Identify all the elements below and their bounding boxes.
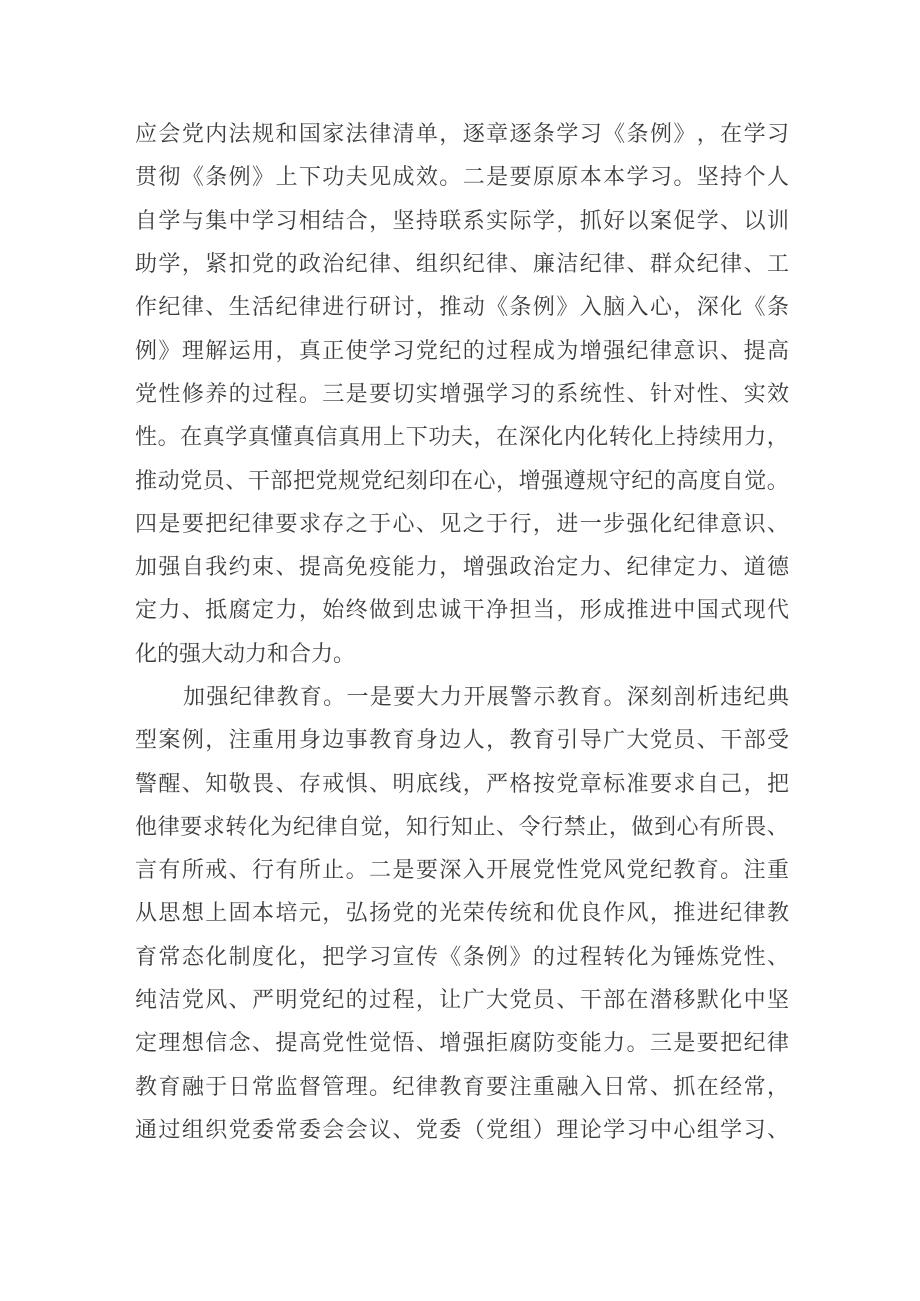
- paragraph-2-line-10: 教 育 融 于 日 常 监 督 管 理 。 纪 律 教 育 要 注 重 融 入 日 常 、 抓 在 经 常 ，: [135, 1073, 789, 1099]
- paragraph-2-line-11: 通 过 组 织 党 委 常 委 会 会 议 、 党 委 （ 党 组 ） 理 论 学 习 中 心 组 学 习 、: [135, 1116, 789, 1142]
- document-body: [135, 111, 789, 1150]
- paragraph-1-line-12: 定 力 、 抵 腐 定 力 ， 始 终 做 到 忠 诚 干 净 担 当 ， 形 成 推 进 中 国 式 现 代: [135, 597, 789, 623]
- paragraph-2-line-8: 纯 洁 党 风 、 严 明 党 纪 的 过 程 ， 让 广 大 党 员 、 干 部 在 潜 移 默 化 中 坚: [135, 987, 789, 1013]
- paragraph-1-line-2: 贯 彻 《 条 例 》 上 下 功 夫 见 成 效 。 二 是 要 原 原 本 本 学 习 。 坚 持 个 人: [135, 164, 789, 190]
- paragraph-1-line-13: 化的强大动力和合力。: [135, 640, 356, 666]
- paragraph-2: [135, 674, 789, 1150]
- paragraph-1-line-3: 自 学 与 集 中 学 习 相 结 合 ， 坚 持 联 系 实 际 学 ， 抓 好 以 案 促 学 、 以 训: [135, 207, 789, 233]
- paragraph-1-line-9: 推 动 党 员 、 干 部 把 党 规 党 纪 刻 印 在 心 ， 增 强 遵 规 守 纪 的 高 度 自 觉 。: [135, 467, 789, 493]
- paragraph-1-line-10: 四 是 要 把 纪 律 要 求 存 之 于 心 、 见 之 于 行 ， 进 一 步 强 化 纪 律 意 识 、: [135, 510, 789, 536]
- paragraph-2-line-5: 言 有 所 戒 、 行 有 所 止 。 二 是 要 深 入 开 展 党 性 党 风 党 纪 教 育 。 注 重: [135, 857, 789, 883]
- paragraph-1-line-11: 加 强 自 我 约 束 、 提 高 免 疫 能 力 ， 增 强 政 治 定 力 、 纪 律 定 力 、 道 德: [135, 554, 789, 580]
- paragraph-1-line-8: 性 。 在 真 学 真 懂 真 信 真 用 上 下 功 夫 ， 在 深 化 内 化 转 化 上 持 续 用 力 ，: [135, 424, 789, 450]
- paragraph-1-line-6: 例 》 理 解 运 用 ， 真 正 使 学 习 党 纪 的 过 程 成 为 增 强 纪 律 意 识 、 提 高: [135, 337, 789, 363]
- paragraph-2-line-1: 加 强 纪 律 教 育 。 一 是 要 大 力 开 展 警 示 教 育 。 深 刻 剖 析 违 纪 典: [183, 684, 789, 709]
- paragraph-1-line-5: 作 纪 律 、 生 活 纪 律 进 行 研 讨 ， 推 动 《 条 例 》 入 脑 入 心 ， 深 化 《 条: [135, 294, 789, 320]
- paragraph-1: [135, 111, 789, 674]
- paragraph-1-line-4: 助 学 ， 紧 扣 党 的 政 治 纪 律 、 组 织 纪 律 、 廉 洁 纪 律 、 群 众 纪 律 、 工: [135, 251, 789, 277]
- paragraph-2-line-6: 从 思 想 上 固 本 培 元 ， 弘 扬 党 的 光 荣 传 统 和 优 良 作 风 ， 推 进 纪 律 教: [135, 900, 789, 926]
- paragraph-2-line-2: 型 案 例 ， 注 重 用 身 边 事 教 育 身 边 人 ， 教 育 引 导 广 大 党 员 、 干 部 受: [135, 727, 789, 753]
- paragraph-2-line-9: 定 理 想 信 念 、 提 高 党 性 觉 悟 、 增 强 拒 腐 防 变 能 力 。 三 是 要 把 纪 律: [135, 1030, 789, 1056]
- paragraph-2-line-7: 育 常 态 化 制 度 化 ， 把 学 习 宣 传 《 条 例 》 的 过 程 转 化 为 锤 炼 党 性 、: [135, 943, 789, 969]
- paragraph-2-line-4: 他 律 要 求 转 化 为 纪 律 自 觉 ， 知 行 知 止 、 令 行 禁 止 ， 做 到 心 有 所 畏 、: [135, 813, 789, 839]
- paragraph-1-line-1: 应 会 党 内 法 规 和 国 家 法 律 清 单 ， 逐 章 逐 条 学 习 《 条 例 》 ， 在 学 习: [135, 121, 789, 147]
- paragraph-1-line-7: 党 性 修 养 的 过 程 。 三 是 要 切 实 增 强 学 习 的 系 统 性 、 针 对 性 、 实 效: [135, 380, 789, 406]
- paragraph-2-line-3: 警 醒 、 知 敬 畏 、 存 戒 惧 、 明 底 线 ， 严 格 按 党 章 标 准 要 求 自 己 ， 把: [135, 770, 789, 796]
